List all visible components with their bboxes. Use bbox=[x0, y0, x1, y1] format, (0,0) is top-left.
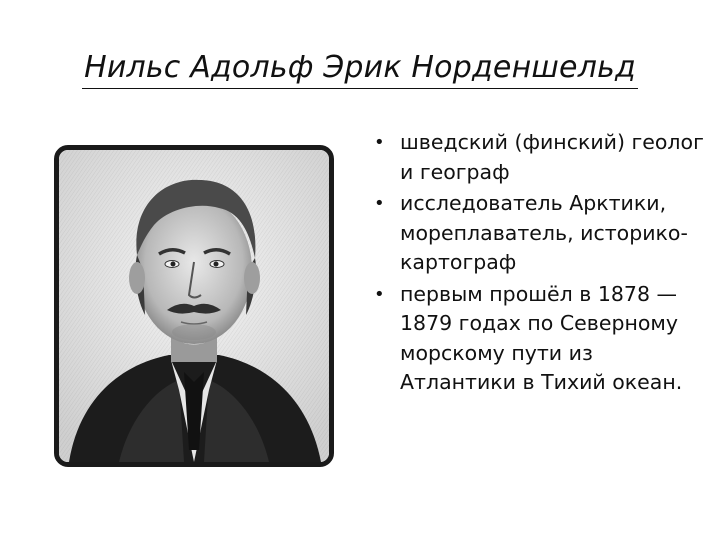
bullet-item bbox=[374, 280, 704, 398]
bullet-item bbox=[374, 189, 704, 278]
bullet-text: шведский (финский) геолог и географ bbox=[400, 130, 704, 184]
bullet-item bbox=[374, 128, 704, 187]
bullet-glyph: • bbox=[374, 193, 385, 214]
slide-title-text: Нильс Адольф Эрик Норденшельд bbox=[82, 50, 638, 89]
portrait-engraving bbox=[59, 150, 329, 462]
bullet-glyph: • bbox=[374, 283, 385, 305]
bullet-glyph: • bbox=[374, 132, 385, 153]
bullet-list bbox=[374, 128, 704, 400]
portrait-frame bbox=[54, 145, 334, 467]
bullet-text: исследователь Арктики, мореплаватель, историко-картограф bbox=[400, 191, 688, 274]
slide-title bbox=[0, 48, 720, 89]
bullet-text: первым прошёл в 1878 —1879 годах по Северному морскому пути из Атлантики в Тихий океан. bbox=[400, 281, 683, 394]
